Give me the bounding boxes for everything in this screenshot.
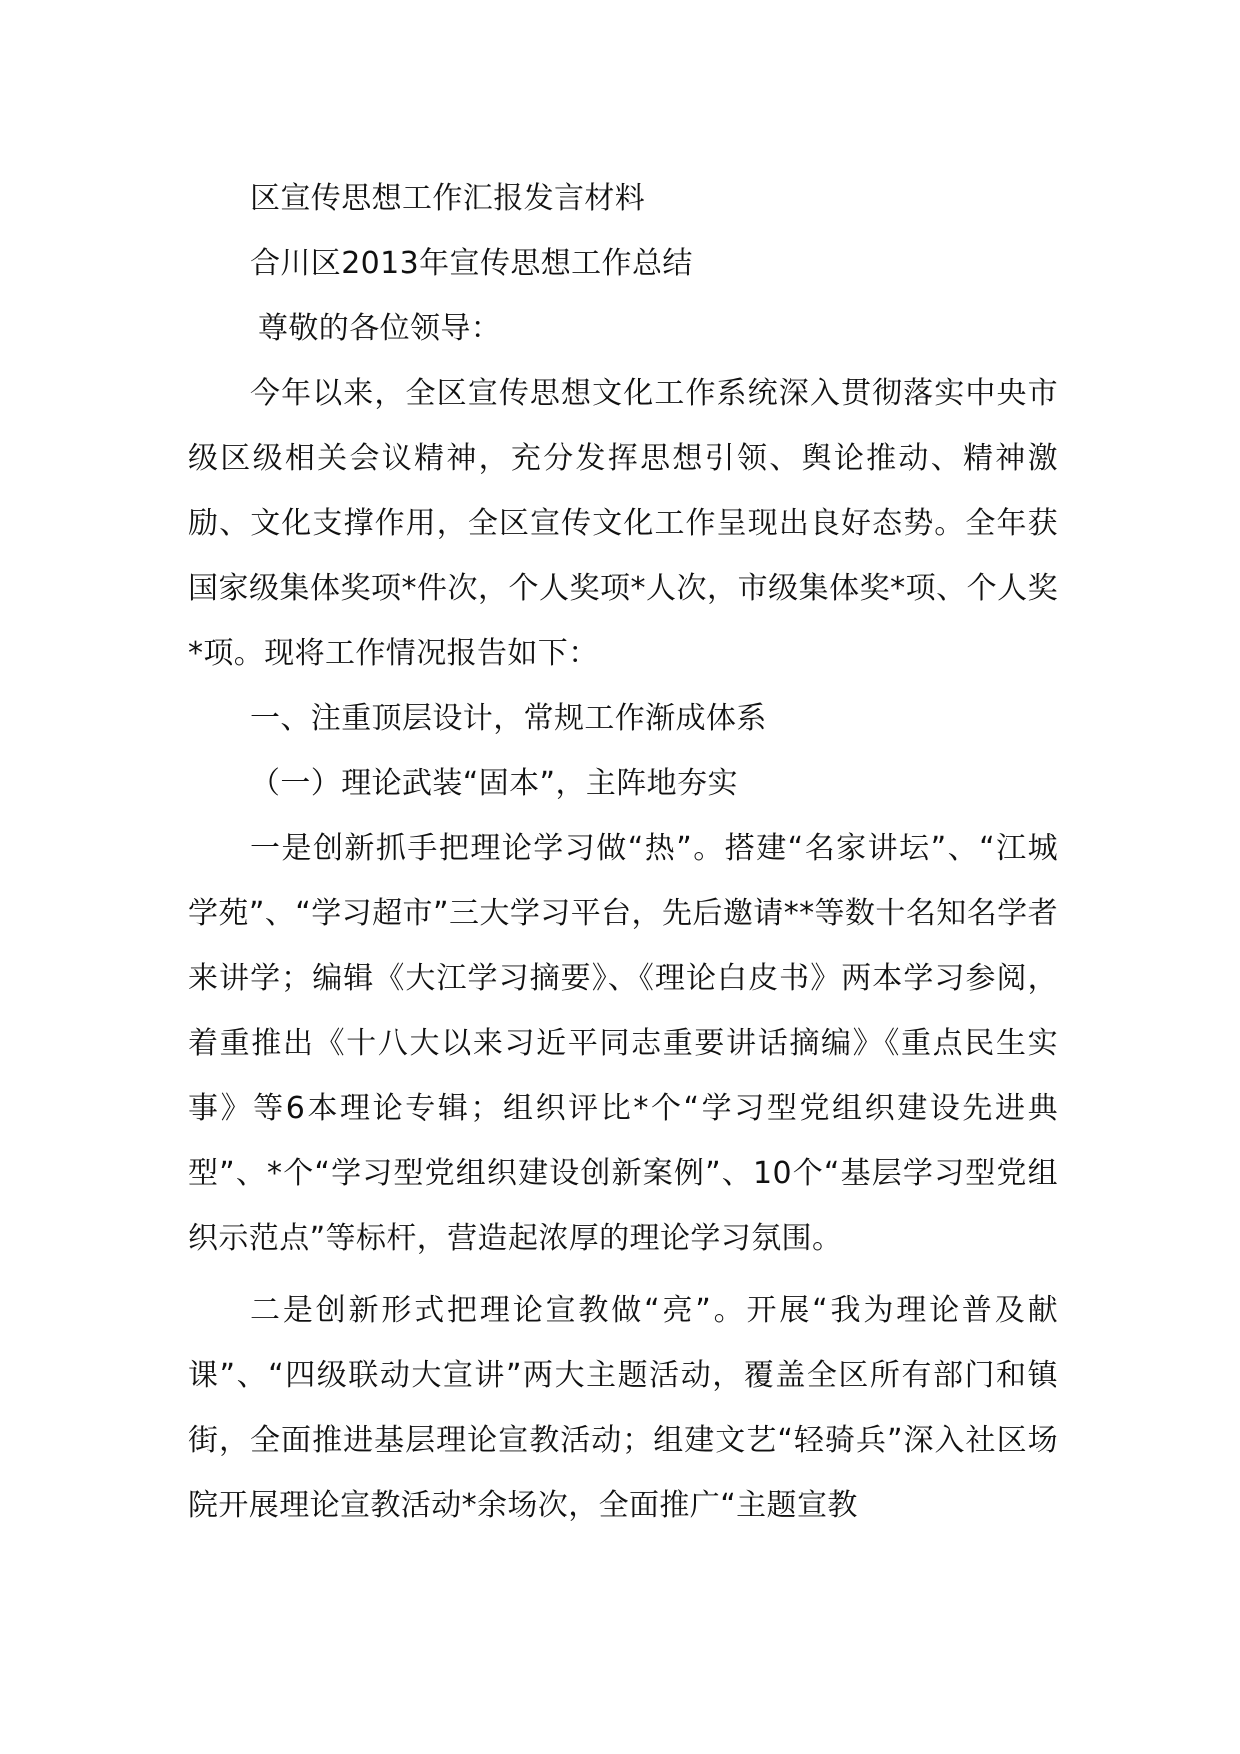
salutation: 尊敬的各位领导： — [258, 311, 502, 346]
subsection-heading-1: （一）理论武装“固本”，主阵地夯实 — [250, 766, 738, 801]
document-body — [188, 166, 1058, 1538]
document-title: 区宣传思想工作汇报发言材料 — [250, 181, 646, 216]
paragraph-theory-education: 二是创新形式把理论宣教做“亮”。开展“我为理论普及献课”、“四级联动大宣讲”两大主题活动，覆盖全区所有部门和镇街，全面推进基层理论宣教活动；组建文艺“轻骑兵”深入社区场院开展理论宣教活动*余场次，全面推广“主题宣教 — [188, 1293, 1058, 1523]
paragraph-theory-study: 一是创新抓手把理论学习做“热”。搭建“名家讲坛”、“江城学苑”、“学习超市”三大学习平台，先后邀请**等数十名知名学者来讲学；编辑《大江学习摘要》、《理论白皮书》两本学习参阅，着重推出《十八大以来习近平同志重要讲话摘编》《重点民生实事》等6本理论专辑；组织评比*个“学习型党组织建设先进典型”、*个“学习型党组织建设创新案例”、10个“基层学习型党组织示范点”等标杆，营造起浓厚的理论学习氛围。 — [188, 831, 1058, 1256]
paragraph-intro: 今年以来，全区宣传思想文化工作系统深入贯彻落实中央市级区级相关会议精神，充分发挥思想引领、舆论推动、精神激励、文化支撑作用，全区宣传文化工作呈现出良好态势。全年获国家级集体奖项*件次，个人奖项*人次，市级集体奖*项、个人奖*项。现将工作情况报告如下： — [188, 376, 1058, 671]
section-heading-1: 一、注重顶层设计，常规工作渐成体系 — [250, 701, 767, 736]
document-subtitle: 合川区2013年宣传思想工作总结 — [250, 246, 693, 281]
